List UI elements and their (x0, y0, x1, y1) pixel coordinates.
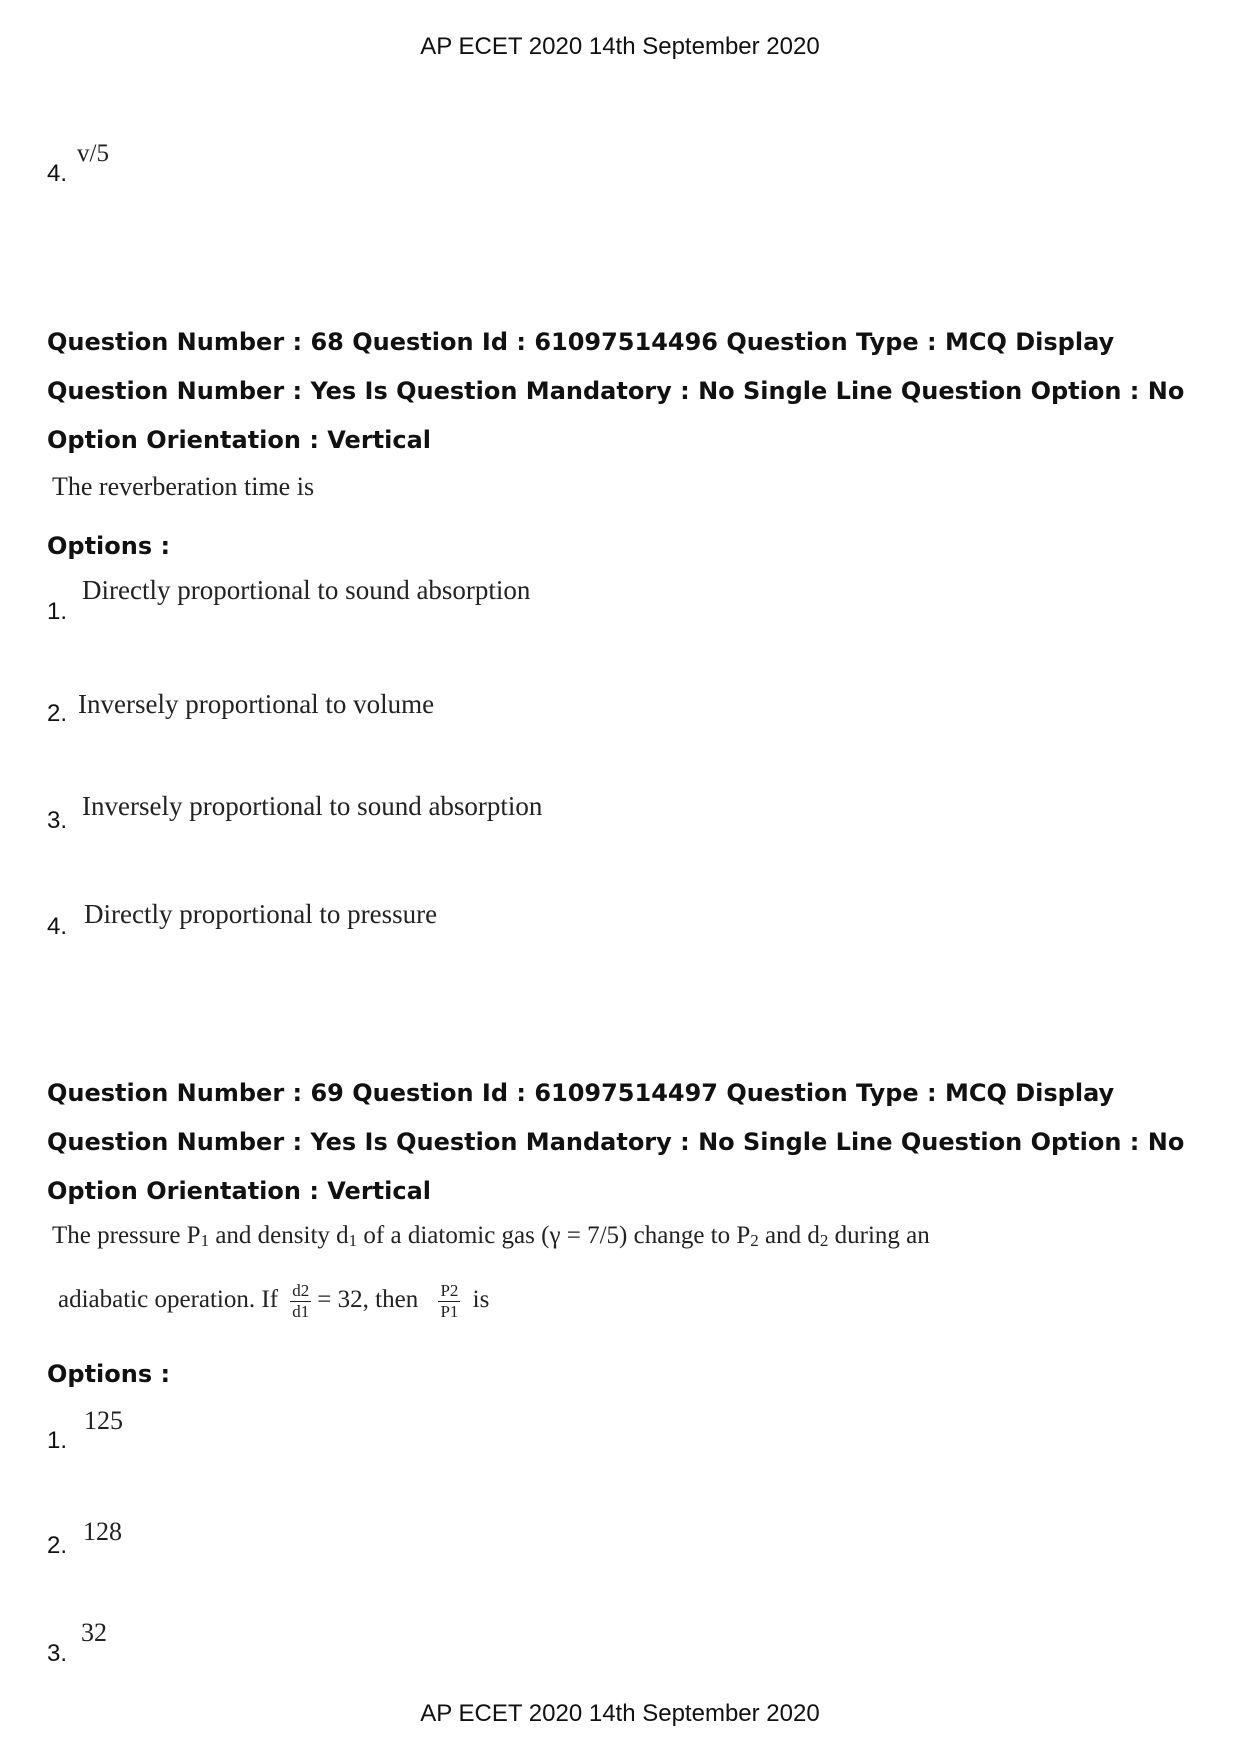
question-text-line-1 (52, 1222, 930, 1251)
option-text: Directly proportional to pressure (84, 899, 438, 929)
text-segment: adiabatic operation. If (58, 1286, 279, 1314)
question-text-line-2 (58, 1281, 489, 1322)
option-text: 128 (83, 1517, 122, 1546)
text-segment: during an (828, 1222, 930, 1249)
question-text: The reverberation time is (52, 472, 315, 501)
subscript: 1 (348, 1231, 358, 1250)
fraction-d2-d1 (290, 1281, 311, 1322)
option-text: v/5 (77, 140, 109, 167)
option-number: 3. (47, 1640, 68, 1667)
fraction-numerator: d2 (292, 1281, 310, 1300)
option-number: 1. (47, 1427, 68, 1454)
option-number: 4. (47, 160, 68, 187)
text-segment: of a diatomic gas (γ = 7/5) change to P (357, 1222, 751, 1249)
option-text: Directly proportional to sound absorption (82, 575, 531, 605)
fraction-p2-p1 (438, 1281, 460, 1322)
text-segment: and density d (209, 1222, 349, 1249)
option-number: 2. (47, 700, 68, 727)
page-header: AP ECET 2020 14th September 2020 (420, 33, 820, 60)
options-label: Options : (47, 532, 171, 560)
text-segment: The pressure P (52, 1222, 201, 1249)
option-number: 1. (47, 598, 68, 625)
text-segment: = 32, then (317, 1286, 419, 1314)
option-text: 125 (84, 1406, 123, 1435)
option-number: 4. (47, 913, 68, 940)
subscript: 1 (200, 1231, 210, 1250)
option-number: 3. (47, 807, 68, 834)
page-footer: AP ECET 2020 14th September 2020 (420, 1700, 820, 1727)
fraction-denominator: d1 (292, 1302, 310, 1321)
subscript: 2 (819, 1231, 829, 1250)
fraction-numerator: P2 (440, 1281, 459, 1300)
text-segment: is (472, 1286, 490, 1314)
options-label: Options : (47, 1360, 171, 1388)
subscript: 2 (750, 1231, 759, 1250)
question-meta: Question Number : 69 Question Id : 61097514497 Question Type : MCQ Display Question Number : Yes Is Question Mandatory : No Single Line Question Option : No Option Orientation : Vertical (47, 1079, 1185, 1205)
fraction-denominator: P1 (440, 1302, 459, 1321)
option-number: 2. (47, 1532, 68, 1559)
option-text: Inversely proportional to volume (78, 689, 435, 719)
question-meta: Question Number : 68 Question Id : 61097514496 Question Type : MCQ Display Question Number : Yes Is Question Mandatory : No Single Line Question Option : No Option Orientation : Vertical (47, 328, 1185, 454)
option-text: 32 (81, 1618, 107, 1647)
text-segment: and d (758, 1222, 820, 1249)
option-text: Inversely proportional to sound absorption (82, 791, 543, 821)
